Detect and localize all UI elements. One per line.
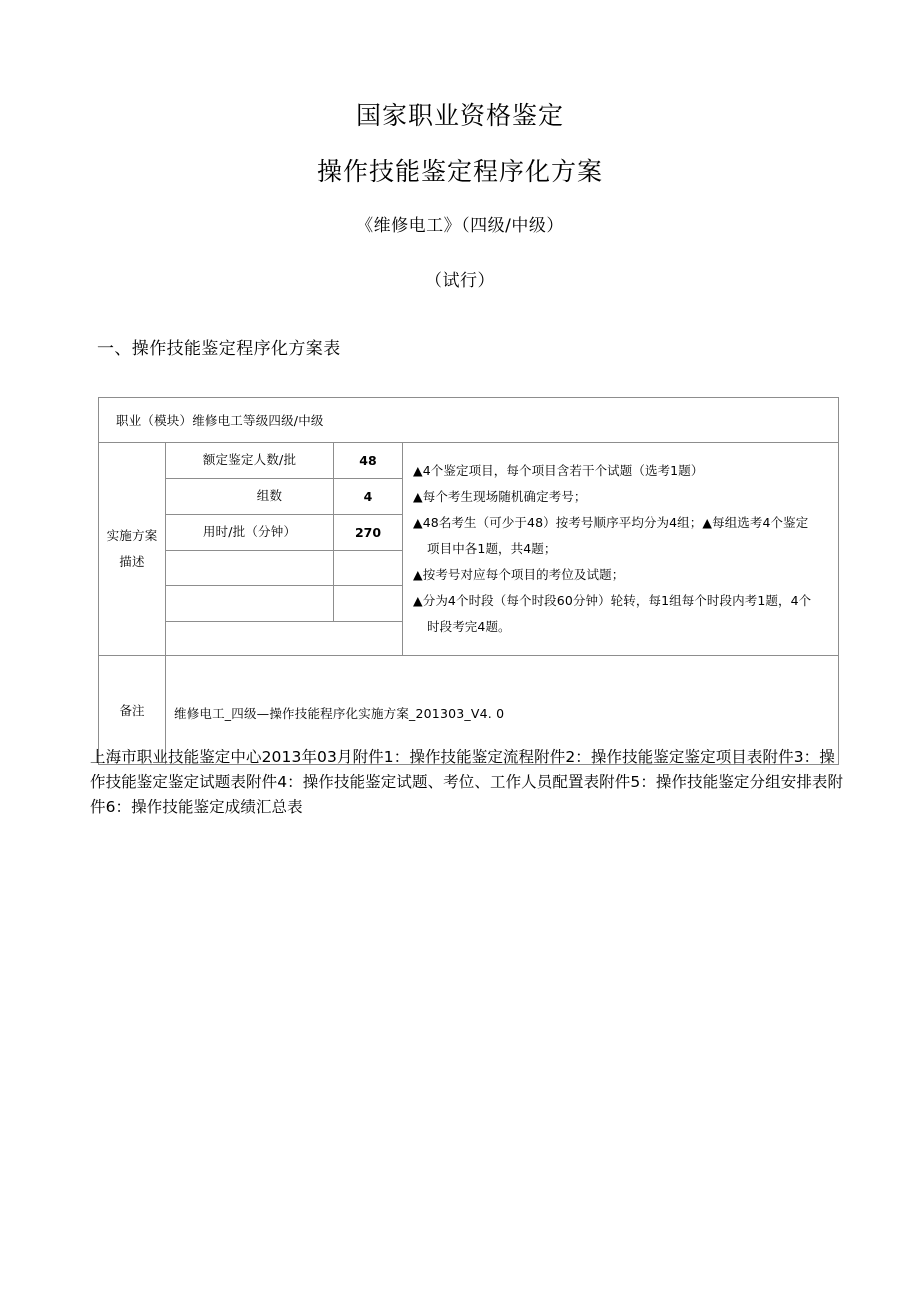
table-header-cell: 职业（模块）维修电工等级四级/中级 bbox=[99, 398, 839, 443]
scheme-table bbox=[98, 397, 839, 765]
metric-label-duration: 用时/批（分钟） bbox=[166, 515, 334, 551]
bullet-item: ▲48名考生（可少于48）按考号顺序平均分为4组；▲每组选考4个鉴定 bbox=[413, 515, 809, 530]
scheme-table-wrapper bbox=[98, 397, 838, 765]
footer-paragraph: 上海市职业技能鉴定中心2013年03月附件1：操作技能鉴定流程附件2：操作技能鉴定鉴定项目表附件3：操作技能鉴定鉴定试题表附件4：操作技能鉴定试题、考位、工作人员配置表附件5：操作技能鉴定分组安排表附件6：操作技能鉴定成绩汇总表 bbox=[90, 748, 844, 816]
metric-label-empty-1 bbox=[166, 551, 334, 586]
title-block bbox=[0, 98, 920, 294]
table-row-header bbox=[99, 398, 839, 443]
bullet-item: ▲4个鉴定项目，每个项目含若干个试题（选考1题） bbox=[413, 463, 704, 478]
metric-value-duration: 270 bbox=[334, 515, 403, 551]
description-bullets-cell bbox=[403, 443, 839, 656]
table-row bbox=[99, 443, 839, 479]
metric-value-empty-1 bbox=[334, 551, 403, 586]
metric-value-quota: 48 bbox=[334, 443, 403, 479]
remark-value: 维修电工_四级—操作技能程序化实施方案_201303_V4. 0 bbox=[174, 706, 505, 721]
metric-value-empty-2 bbox=[334, 586, 403, 622]
document-title-line-2: 操作技能鉴定程序化方案 bbox=[316, 157, 603, 186]
section-heading: 一、操作技能鉴定程序化方案表 bbox=[97, 339, 341, 359]
scheme-description-label-line1: 实施方案 bbox=[106, 527, 158, 543]
metric-value-groups: 4 bbox=[334, 479, 403, 515]
bullet-item-continuation: 项目中各1题，共4题； bbox=[427, 541, 557, 556]
remark-label: 备注 bbox=[99, 656, 166, 765]
metric-row-empty-spanning bbox=[166, 622, 403, 656]
document-trial-note: （试行） bbox=[425, 271, 495, 291]
scheme-description-label bbox=[99, 443, 166, 656]
bullet-item: ▲分为4个时段（每个时段60分钟）轮转，每1组每个时段内考1题，4个 bbox=[413, 593, 812, 608]
metric-label-quota: 额定鉴定人数/批 bbox=[166, 443, 334, 479]
metric-label-groups: 组数 bbox=[166, 479, 334, 515]
document-title-line-1: 国家职业资格鉴定 bbox=[355, 101, 564, 130]
bullet-item: ▲按考号对应每个项目的考位及试题； bbox=[413, 567, 625, 582]
metric-label-empty-2 bbox=[166, 586, 334, 622]
bullet-item-continuation: 时段考完4题。 bbox=[427, 619, 511, 634]
scheme-description-label-line2: 描述 bbox=[119, 554, 145, 569]
document-subtitle: 《维修电工》（四级/中级） bbox=[356, 216, 564, 236]
bullet-item: ▲每个考生现场随机确定考号； bbox=[413, 489, 587, 504]
